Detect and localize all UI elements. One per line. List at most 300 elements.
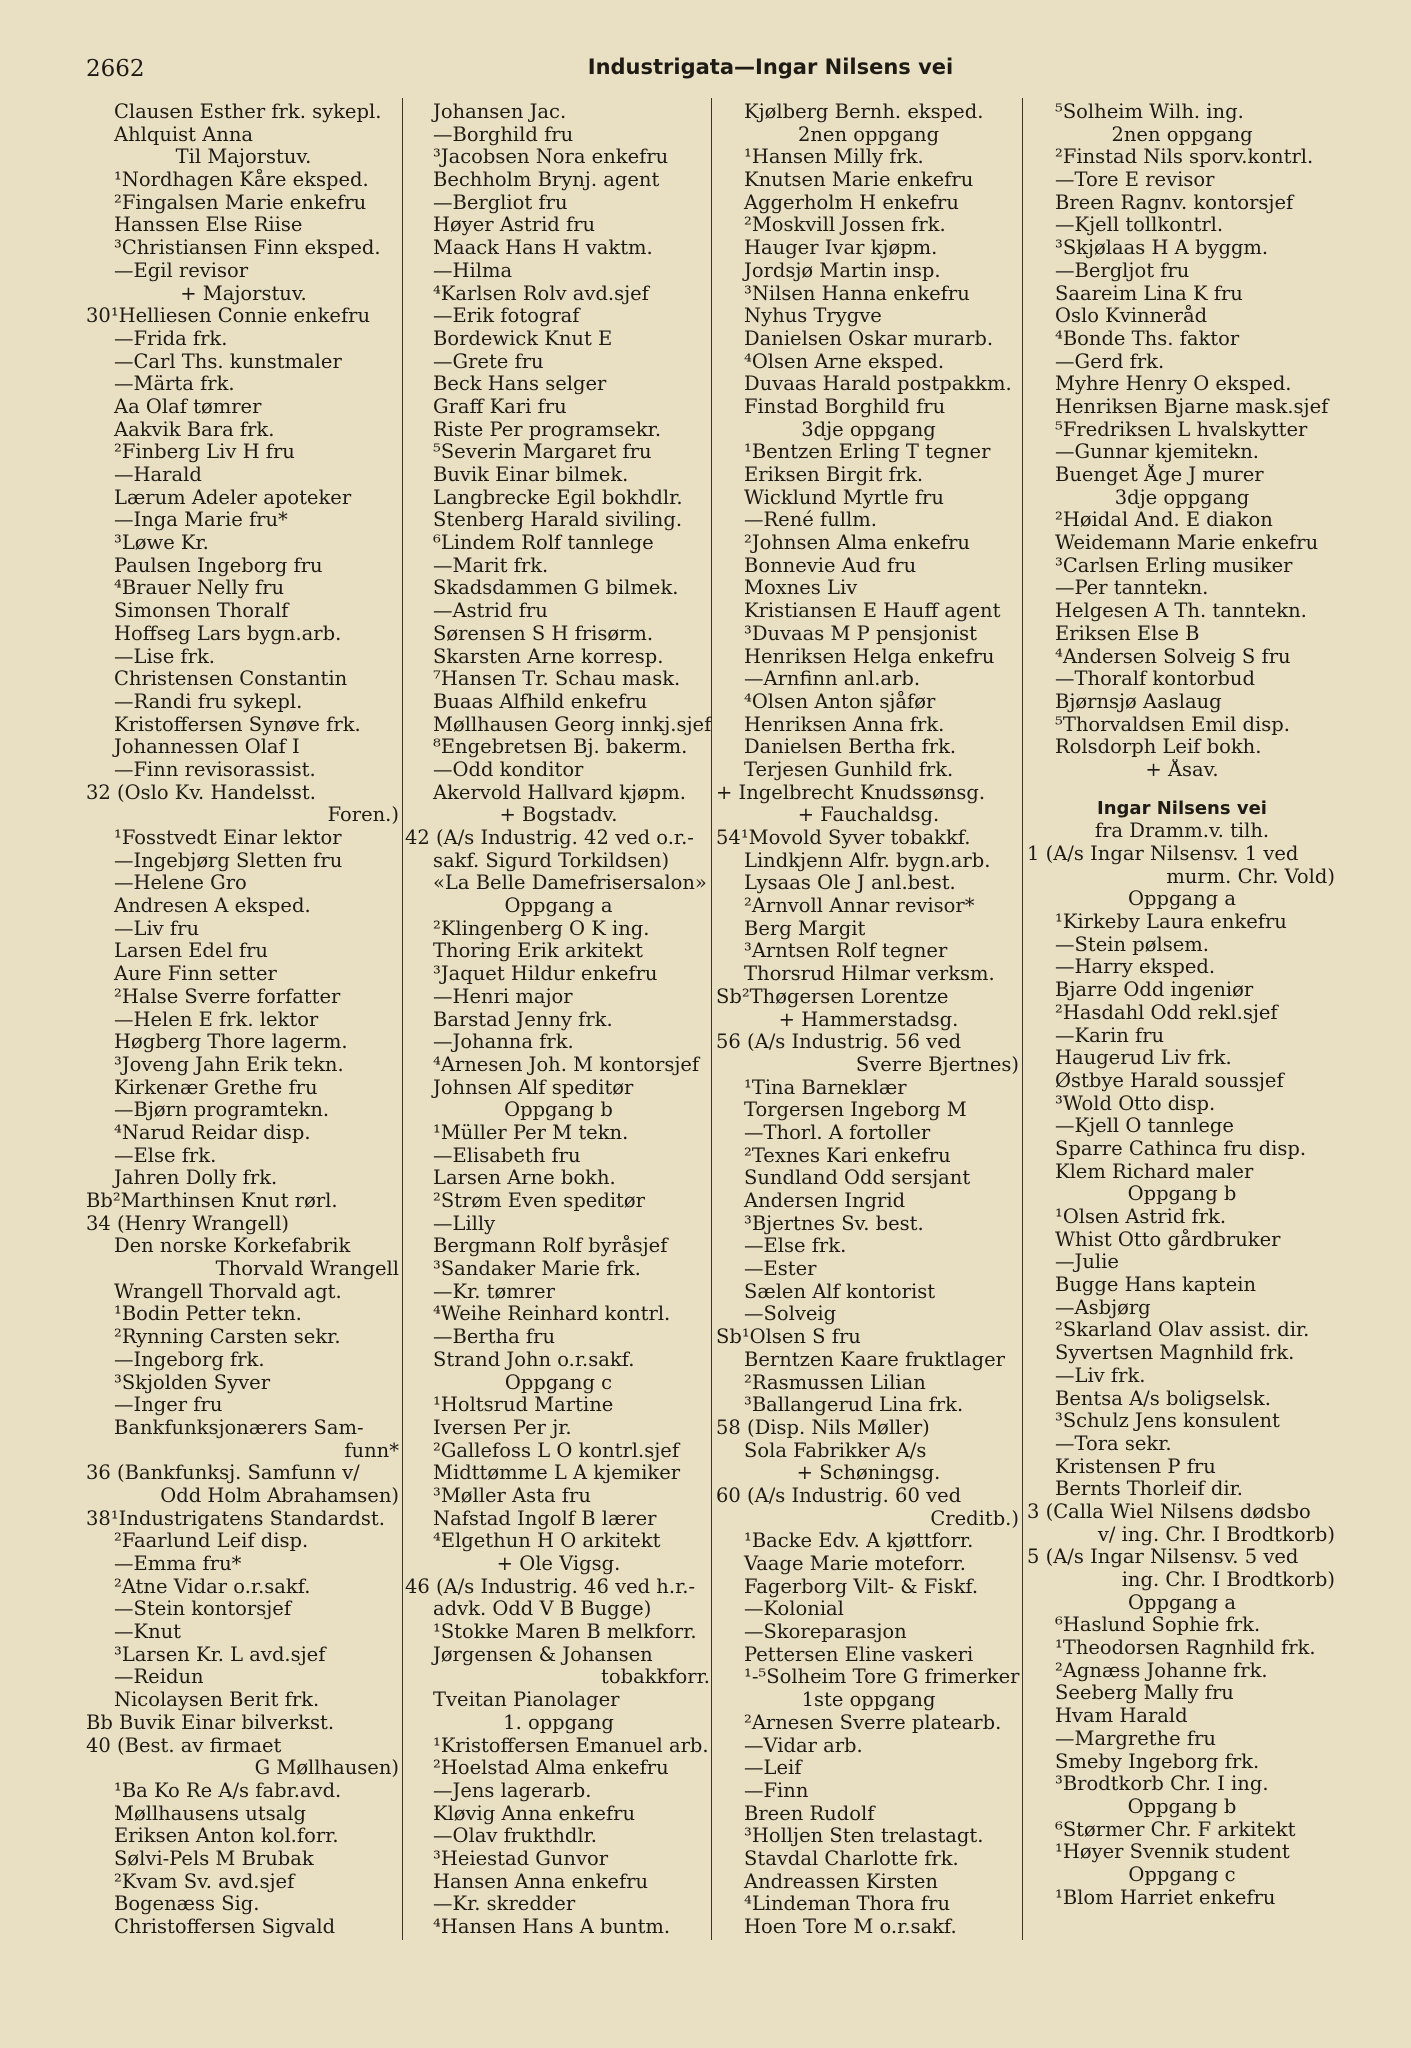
directory-entry: Smeby Ingeborg frk. [1055,1750,1260,1773]
directory-entry: Kristiansen E Hauff agent [744,600,1001,623]
section-label: Til Majorstuv. [175,146,312,169]
directory-entry: Buenget Åge J murer [1055,464,1264,486]
directory-entry: ¹Stokke Maren B melkforr. [433,1621,697,1644]
section-label: + Hammerstadsg. [778,1008,959,1031]
directory-entry: ¹Tina Barneklær [744,1076,907,1099]
directory-entry: —Olav frukthdlr. [433,1825,597,1848]
directory-entry: Midttømme L A kjemiker [433,1462,681,1485]
directory-entry: ¹Bentzen Erling T tegner [744,441,991,464]
directory-entry: Buaas Alfhild enkefru [433,690,648,713]
directory-entry: —Helene Gro [114,872,247,895]
directory-entry: sakf. Sigurd Torkildsen) [433,849,670,872]
directory-entry: Hoen Tore M o.r.sakf. [744,1916,957,1938]
directory-entry: Thorsrud Hilmar verksm. [744,963,995,986]
section-label: + Bogstadv. [499,804,618,827]
directory-entry: —Lise frk. [114,645,215,668]
directory-entry: —Astrid fru [433,600,548,623]
directory-entry: ³Christiansen Finn eksped. [114,237,381,260]
directory-entry: Bergmann Rolf byråsjef [433,1235,668,1258]
section-label: + Ole Vigsg. [496,1553,621,1575]
directory-entry: Bjørnsjø Aaslaug [1055,690,1222,713]
directory-entry: Kristoffersen Synøve frk. [114,713,361,736]
directory-entry: 36 (Bankfunksj. Samfunn v/ [86,1462,360,1485]
directory-entry: Larsen Arne bokh. [433,1167,616,1190]
directory-entry: —Skoreparasjon [744,1621,907,1644]
directory-entry: ¹Hansen Milly frk. [744,146,924,169]
directory-entry: ³Skjølaas H A byggm. [1055,237,1269,260]
directory-entry: ³Wold Otto disp. [1055,1092,1216,1115]
directory-entry: ³Ballangerud Lina frk. [744,1394,964,1417]
directory-entry: 30¹Helliesen Connie enkefru [86,305,371,328]
directory-entry: Johansen Jac. [433,101,567,123]
directory-entry: ⁴Hansen Hans A buntm. [433,1916,671,1938]
directory-entry: —Marit frk. [433,554,549,577]
directory-entry: Skadsdammen G bilmek. [433,577,679,600]
column-divider [1022,98,1023,1940]
directory-entry: ⁷Hansen Tr. Schau mask. [433,668,681,691]
directory-entry: Skarsten Arne korresp. [433,645,664,668]
directory-entry: Johannessen Olaf I [114,736,300,759]
directory-entry: murm. Chr. Vold) [1166,865,1335,888]
directory-entry: —Elisabeth fru [433,1144,581,1167]
directory-entry: ²Klingenberg O K ing. [433,917,650,940]
directory-entry: ³Sandaker Marie frk. [433,1258,641,1281]
directory-entry: Henriksen Anna frk. [744,713,945,736]
column-divider [402,98,403,1940]
running-title: Industrigata—Ingar Nilsens vei [587,55,954,79]
directory-entry: ³Skjolden Syver [114,1371,271,1394]
directory-entry: —Ingeborg frk. [114,1348,265,1371]
section-label: Oppgang a [1128,1591,1236,1614]
directory-entry: Bb Buvik Einar bilverkst. [86,1711,335,1734]
directory-entry: —Bergliot fru [433,191,568,214]
directory-entry: ²Finberg Liv H fru [114,441,295,464]
directory-entry: 3 (Calla Wiel Nilsens dødsbo [1027,1500,1311,1523]
directory-entry: G Møllhausen) [254,1757,399,1780]
directory-entry: ⁶Lindem Rolf tannlege [433,532,654,555]
directory-entry: Sælen Alf kontorist [744,1280,936,1303]
directory-entry: ²Hasdahl Odd rekl.sjef [1055,1001,1278,1024]
directory-entry: —Thoralf kontorbud [1055,668,1255,691]
directory-entry: —Kr. skredder [433,1893,576,1916]
directory-entry: Sb²Thøgersen Lorentze [716,985,949,1008]
directory-entry: Iversen Per jr. [433,1416,572,1439]
directory-entry: —Johanna frk. [433,1031,574,1054]
section-label: + Schøningsg. [796,1462,941,1485]
section-label: Oppgang a [504,895,613,918]
directory-entry: Akervold Hallvard kjøpm. [433,781,686,804]
directory-entry: ⁶Haslund Sophie frk. [1055,1614,1261,1637]
directory-entry: —Asbjørg [1055,1296,1151,1319]
section-label: Oppgang c [504,1371,613,1394]
directory-entry: 46 (A/s Industrig. 46 ved h.r.- [405,1575,696,1598]
directory-entry: —Bjørn programtekn. [114,1099,330,1122]
directory-entry: Nafstad Ingolf B lærer [433,1507,657,1530]
directory-entry: Wrangell Thorvald agt. [114,1280,342,1303]
directory-entry: ¹-⁵Solheim Tore G frimerker [744,1666,1020,1689]
directory-entry: ³Løwe Kr. [114,532,209,555]
directory-entry: ³Arntsen Rolf tegner [744,940,948,963]
directory-entry: Thoring Erik arkitekt [433,940,643,963]
section-label: 1ste oppgang [801,1689,936,1712]
directory-entry: —René fullm. [744,509,877,532]
directory-entry: ⁴Arnesen Joh. M kontorsjef [433,1053,700,1076]
directory-entry: Christoffersen Sigvald [114,1916,336,1938]
directory-entry: Berg Margit [744,917,866,940]
section-label: Oppgang b [1127,1795,1237,1818]
directory-entry: —Lilly [433,1212,496,1235]
directory-entry: Høyer Astrid fru [433,214,596,237]
directory-entry: 34 (Henry Wrangell) [86,1212,290,1235]
directory-entry: ¹Kristoffersen Emanuel arb. [433,1734,709,1757]
directory-entry: ²Strøm Even speditør [433,1190,645,1212]
directory-entry: 60 (A/s Industrig. 60 ved [716,1484,962,1507]
directory-entry: Bankfunksjonærers Sam- [114,1416,364,1439]
directory-entry: Lindkjenn Alfr. bygn.arb. [744,849,991,872]
directory-entry: Danielsen Oskar murarb. [744,327,994,350]
directory-entry: Thorvald Wrangell [215,1258,399,1281]
directory-entry: ⁴Olsen Arne eksped. [744,350,945,373]
directory-entry: funn* [344,1439,399,1462]
directory-entry: Aggerholm H enkefru [744,191,959,214]
directory-entry: ¹Olsen Astrid frk. [1055,1206,1227,1228]
directory-entry: Larsen Edel fru [114,940,268,963]
section-label: 3dje oppgang [801,418,936,441]
directory-entry: Haugerud Liv frk. [1055,1047,1232,1070]
directory-entry: —Kjell O tannlege [1055,1115,1234,1138]
directory-entry: ¹Fosstvedt Einar lektor [114,827,342,849]
directory-entry: ³Nilsen Hanna enkefru [744,282,970,305]
directory-entry: —Randi fru sykepl. [114,690,303,713]
directory-entry: Creditb.) [930,1507,1019,1530]
directory-entry: —Helen E frk. lektor [114,1008,319,1031]
directory-entry: ²Hoelstad Alma enkefru [433,1757,669,1780]
directory-entry: —Kr. tømrer [433,1280,555,1303]
directory-entry: + Ingelbrecht Knudssønsg. [716,781,986,804]
directory-entry: Sørensen S H frisørm. [433,622,654,645]
directory-entry: Saareim Lina K fru [1055,282,1243,305]
directory-entry: —Thorl. A fortoller [744,1121,931,1144]
directory-entry: Paulsen Ingeborg fru [114,554,323,577]
directory-entry: Oslo Kvinneråd [1055,305,1208,328]
directory-entry: 58 (Disp. Nils Møller) [716,1416,930,1439]
directory-entry: 56 (A/s Industrig. 56 ved [716,1031,962,1054]
section-label: 3dje oppgang [1114,486,1250,509]
directory-entry: Aure Finn setter [114,963,277,986]
directory-entry: 54¹Movold Syver tobakkf. [716,827,971,849]
directory-entry: —Tora sekr. [1055,1432,1172,1455]
section-label: 1. oppgang [503,1711,614,1734]
directory-entry: ing. Chr. I Brodtkorb) [1121,1569,1335,1591]
directory-entry: ²Fingalsen Marie enkefru [114,191,367,214]
directory-entry: ³Bjertnes Sv. best. [744,1212,924,1235]
directory-entry: —Emma fru* [114,1553,242,1575]
directory-entry: Duvaas Harald postpakkm. [744,373,1012,396]
directory-entry: tobakkforr. [601,1666,710,1689]
directory-entry: Aa Olaf tømrer [114,395,262,418]
directory-entry: Andreassen Kirsten [744,1870,938,1893]
directory-entry: 40 (Best. av firmaet [86,1734,282,1757]
section-label: 2nen oppgang [1111,123,1253,146]
directory-entry: ⁴Weihe Reinhard kontrl. [433,1303,671,1326]
directory-entry: ³Møller Asta fru [433,1484,591,1507]
directory-entry: Bjarre Odd ingeniør [1055,979,1254,1002]
directory-entry: ³Brodtkorb Chr. I ing. [1055,1773,1269,1796]
section-label: fra Dramm.v. tilh. [1094,820,1270,843]
directory-entry: —Leif [744,1757,802,1780]
directory-entry: ¹Bodin Petter tekn. [114,1303,302,1326]
directory-entry: Den norske Korkefabrik [114,1235,351,1258]
directory-entry: Sb¹Olsen S fru [716,1326,861,1349]
directory-entry: —Egil revisor [114,259,249,282]
directory-entry: —Ingebjørg Sletten fru [114,849,343,872]
directory-entry: —Liv fru [114,917,199,940]
section-label: Oppgang c [1128,1863,1236,1886]
directory-entry: Jordsjø Martin insp. [744,259,941,282]
directory-entry: Sverre Bjertnes) [855,1053,1019,1076]
directory-entry: ¹Kirkeby Laura enkefru [1055,911,1287,934]
directory-entry: ²Agnæss Johanne frk. [1055,1659,1268,1682]
directory-entry: ⁵Severin Margaret fru [433,441,652,464]
directory-entry: ²Rynning Carsten sekr. [114,1326,341,1349]
directory-entry: —Odd konditor [433,758,584,781]
directory-entry: ¹Theodorsen Ragnhild frk. [1055,1637,1316,1660]
directory-entry: Pettersen Eline vaskeri [744,1643,974,1666]
directory-entry: Bb²Marthinsen Knut rørl. [86,1190,338,1212]
directory-entry: Seeberg Mally fru [1055,1682,1234,1705]
directory-entry: ¹Blom Harriet enkefru [1055,1886,1276,1909]
directory-entry: Johnsen Alf speditør [433,1076,634,1099]
directory-entry: ³Jacobsen Nora enkefru [433,146,669,169]
directory-entry: Myhre Henry O eksped. [1055,373,1292,396]
directory-entry: —Märta frk. [114,373,235,396]
directory-entry: —Reidun [114,1666,204,1689]
directory-entry: Wicklund Myrtle fru [744,486,944,509]
directory-entry: Høgberg Thore lagerm. [114,1031,348,1054]
directory-entry: —Gerd frk. [1055,350,1165,373]
directory-entry: Sparre Cathinca fru disp. [1055,1137,1307,1160]
section-label: 2nen oppgang [797,123,940,146]
directory-entry: «La Belle Damefrisersalon» [433,872,707,895]
directory-entry: 42 (A/s Industrig. 42 ved o.r.- [405,827,694,849]
directory-entry: Andresen A eksped. [114,895,311,918]
directory-entry: Kløvig Anna enkefru [433,1802,636,1825]
directory-entry: —Ester [744,1258,817,1281]
directory-entry: ²Høidal And. E diakon [1055,509,1273,532]
directory-entry: Bernts Thorleif dir. [1055,1478,1243,1501]
directory-entry: Barstad Jenny frk. [433,1008,613,1031]
directory-entry: Fagerborg Vilt- & Fiskf. [744,1575,979,1598]
directory-entry: ⁴Narud Reidar disp. [114,1121,311,1144]
directory-entry: ²Halse Sverre forfatter [114,985,341,1008]
section-label: + Åsav. [1145,758,1219,781]
directory-entry: Buvik Einar bilmek. [433,464,629,486]
directory-entry: ⁴Bonde Ths. faktor [1055,327,1240,350]
directory-entry: Aakvik Bara frk. [114,418,275,441]
directory-entry: Finstad Borghild fru [744,395,946,418]
directory-entry: ³Carlsen Erling musiker [1055,554,1293,577]
directory-entry: ²Atne Vidar o.r.sakf. [114,1575,311,1598]
directory-entry: Riste Per programsekr. [433,418,662,441]
directory-entry: v/ ing. Chr. I Brodtkorb) [1097,1523,1335,1546]
directory-entry: ⁴Karlsen Rolv avd.sjef [433,282,649,305]
directory-entry: Nicolaysen Berit frk. [114,1689,320,1712]
directory-entry: 38¹Industrigatens Standardst. [86,1507,385,1530]
directory-column-4 [1027,101,1337,1909]
directory-entry: —Harald [114,464,202,486]
directory-entry: Kristensen P fru [1055,1455,1216,1478]
directory-entry: ¹Ba Ko Re A/s fabr.avd. [114,1779,342,1802]
directory-entry: —Grete fru [433,350,544,373]
directory-entry: Hauger Ivar kjøpm. [744,237,938,260]
directory-entry: Maack Hans H vaktm. [433,237,653,260]
directory-entry: —Else frk. [114,1144,217,1167]
directory-entry: Helgesen A Th. tanntekn. [1055,600,1307,623]
directory-entry: Weidemann Marie enkefru [1055,532,1319,555]
directory-entry: —Tore E revisor [1055,169,1215,192]
directory-entry: Rolsdorph Leif bokh. [1055,736,1262,759]
section-label: Oppgang a [1128,888,1236,911]
directory-entry: Møllhausen Georg innkj.sjef [433,713,712,736]
directory-entry: Sølvi-Pels M Brubak [114,1847,314,1870]
directory-entry: Kirkenær Grethe fru [114,1076,318,1099]
directory-entry: —Erik fotograf [433,305,580,328]
directory-entry: ²Gallefoss L O kontrl.sjef [433,1439,680,1462]
directory-entry: ⁶Størmer Chr. F arkitekt [1055,1818,1296,1841]
section-label: Oppgang b [504,1099,613,1122]
directory-entry: Bechholm Brynj. agent [433,169,660,192]
directory-entry: Christensen Constantin [114,668,348,691]
directory-entry: ³Jaquet Hildur enkefru [433,963,658,986]
directory-entry: ¹Høyer Svennik student [1055,1841,1290,1864]
directory-entry: —Jens lagerarb. [433,1779,592,1802]
directory-entry: Bonnevie Aud fru [744,554,917,577]
directory-entry: ⁴Brauer Nelly fru [114,577,285,600]
directory-entry: ⁴Andersen Solveig S fru [1055,645,1291,668]
directory-entry: Strand John o.r.sakf. [433,1348,635,1371]
directory-entry: —Kjell tollkontrl. [1055,214,1224,237]
directory-entry: ²Texnes Kari enkefru [744,1144,951,1167]
directory-entry: —Karin fru [1055,1024,1165,1047]
directory-entry: ³Holljen Sten trelastagt. [744,1825,984,1848]
directory-entry: Stavdal Charlotte frk. [744,1847,959,1870]
directory-column-1 [86,101,401,1939]
directory-entry: Foren.) [327,804,399,827]
directory-entry: —Inger fru [114,1394,223,1417]
directory-entry: Hvam Harald [1055,1705,1188,1728]
directory-entry: —Per tanntekn. [1055,577,1209,600]
directory-entry: Kjølberg Bernh. eksped. [744,101,984,123]
directory-entry: Møllhausens utsalg [114,1802,306,1825]
directory-entry: Torgersen Ingeborg M [744,1099,967,1122]
street-heading: Ingar Nilsens vei [1097,797,1267,819]
directory-entry: ²Arnvoll Annar revisor* [744,895,975,918]
directory-entry: Tveitan Pianolager [433,1689,620,1712]
directory-column-3 [716,101,1021,1939]
directory-entry: ⁵Fredriksen L hvalskytter [1055,418,1308,441]
directory-entry: Danielsen Bertha frk. [744,736,957,759]
directory-entry: ⁸Engebretsen Bj. bakerm. [433,736,688,759]
directory-entry: —Finn [744,1779,809,1802]
directory-entry: ¹Nordhagen Kåre eksped. [114,169,369,192]
directory-entry: ²Johnsen Alma enkefru [744,532,970,555]
directory-entry: —Liv frk. [1055,1364,1146,1387]
directory-entry: Lysaas Ole J anl.best. [744,872,956,895]
directory-entry: ³Heiestad Gunvor [433,1847,609,1870]
directory-entry: ²Skarland Olav assist. dir. [1055,1319,1310,1342]
directory-entry: Lærum Adeler apoteker [114,486,352,509]
directory-entry: Beck Hans selger [433,373,607,396]
directory-entry: ²Arnesen Sverre platearb. [744,1711,1002,1734]
directory-entry: Knutsen Marie enkefru [744,169,974,192]
directory-entry: —Bertha fru [433,1326,556,1349]
directory-entry: —Gunnar kjemitekn. [1055,441,1259,464]
directory-entry: Hansen Anna enkefru [433,1870,649,1893]
directory-entry: —Harry eksped. [1055,956,1216,979]
directory-entry: 1 (A/s Ingar Nilsensv. 1 ved [1027,843,1299,865]
directory-column-2 [405,101,712,1939]
directory-entry: Simonsen Thoralf [114,600,289,623]
directory-entry: ³Joveng Jahn Erik tekn. [114,1053,344,1076]
directory-entry: advk. Odd V B Bugge) [433,1598,652,1621]
directory-entry: Bogenæss Sig. [114,1893,260,1916]
directory-entry: ⁵Thorvaldsen Emil disp. [1055,713,1290,736]
directory-entry: ³Schulz Jens konsulent [1055,1410,1280,1433]
directory-entry: —Henri major [433,985,573,1008]
directory-entry: ³Duvaas M P pensjonist [744,622,977,645]
directory-entry: —Stein kontorsjef [114,1598,292,1621]
directory-entry: Langbrecke Egil bokhdlr. [433,486,683,509]
directory-entry: Klem Richard maler [1055,1160,1254,1183]
directory-entry: ¹Holtsrud Martine [433,1394,614,1417]
directory-entry: Østbye Harald soussjef [1055,1069,1284,1092]
directory-entry: ¹Müller Per M tekn. [433,1121,629,1144]
directory-entry: Nyhus Trygve [744,305,882,328]
directory-entry: —Arnfinn anl.arb. [744,668,921,691]
directory-entry: —Knut [114,1621,182,1644]
directory-entry: Henriksen Helga enkefru [744,645,995,668]
directory-entry: —Else frk. [744,1235,847,1258]
directory-entry: ²Faarlund Leif disp. [114,1530,309,1553]
directory-entry: Stenberg Harald siviling. [433,509,683,532]
directory-entry: ⁵Solheim Wilh. ing. [1055,101,1244,123]
directory-entry: Moxnes Liv [744,577,858,600]
directory-entry: Syvertsen Magnhild frk. [1055,1342,1295,1365]
directory-entry: Hanssen Else Riise [114,214,303,237]
directory-entry: ⁴Elgethun H O arkitekt [433,1530,661,1553]
directory-entry: Sundland Odd sersjant [744,1167,971,1190]
directory-entry: Graff Kari fru [433,395,567,418]
directory-entry: ²Kvam Sv. avd.sjef [114,1870,295,1893]
directory-entry: Terjesen Gunhild frk. [744,758,954,781]
directory-entry: Breen Rudolf [744,1802,875,1825]
directory-entry: ¹Backe Edv. A kjøttforr. [744,1530,974,1553]
directory-entry: —Hilma [433,259,513,282]
directory-entry: Sola Fabrikker A/s [744,1439,927,1462]
directory-entry: —Solveig [744,1303,837,1326]
directory-entry: Eriksen Anton kol.forr. [114,1825,339,1848]
directory-entry: Whist Otto gårdbruker [1055,1228,1281,1251]
directory-entry: Hoffseg Lars bygn.arb. [114,622,342,645]
directory-entry: ³Larsen Kr. L avd.sjef [114,1643,326,1666]
directory-entry: ²Finstad Nils sporv.kontrl. [1055,146,1314,169]
directory-entry: —Julie [1055,1251,1119,1274]
section-label: + Fauchaldsg. [797,804,940,827]
directory-entry: Henriksen Bjarne mask.sjef [1055,395,1329,418]
directory-entry [1027,782,1337,798]
directory-entry: —Margrethe fru [1055,1727,1216,1750]
directory-entry: ⁴Olsen Anton sjåfør [744,690,936,713]
